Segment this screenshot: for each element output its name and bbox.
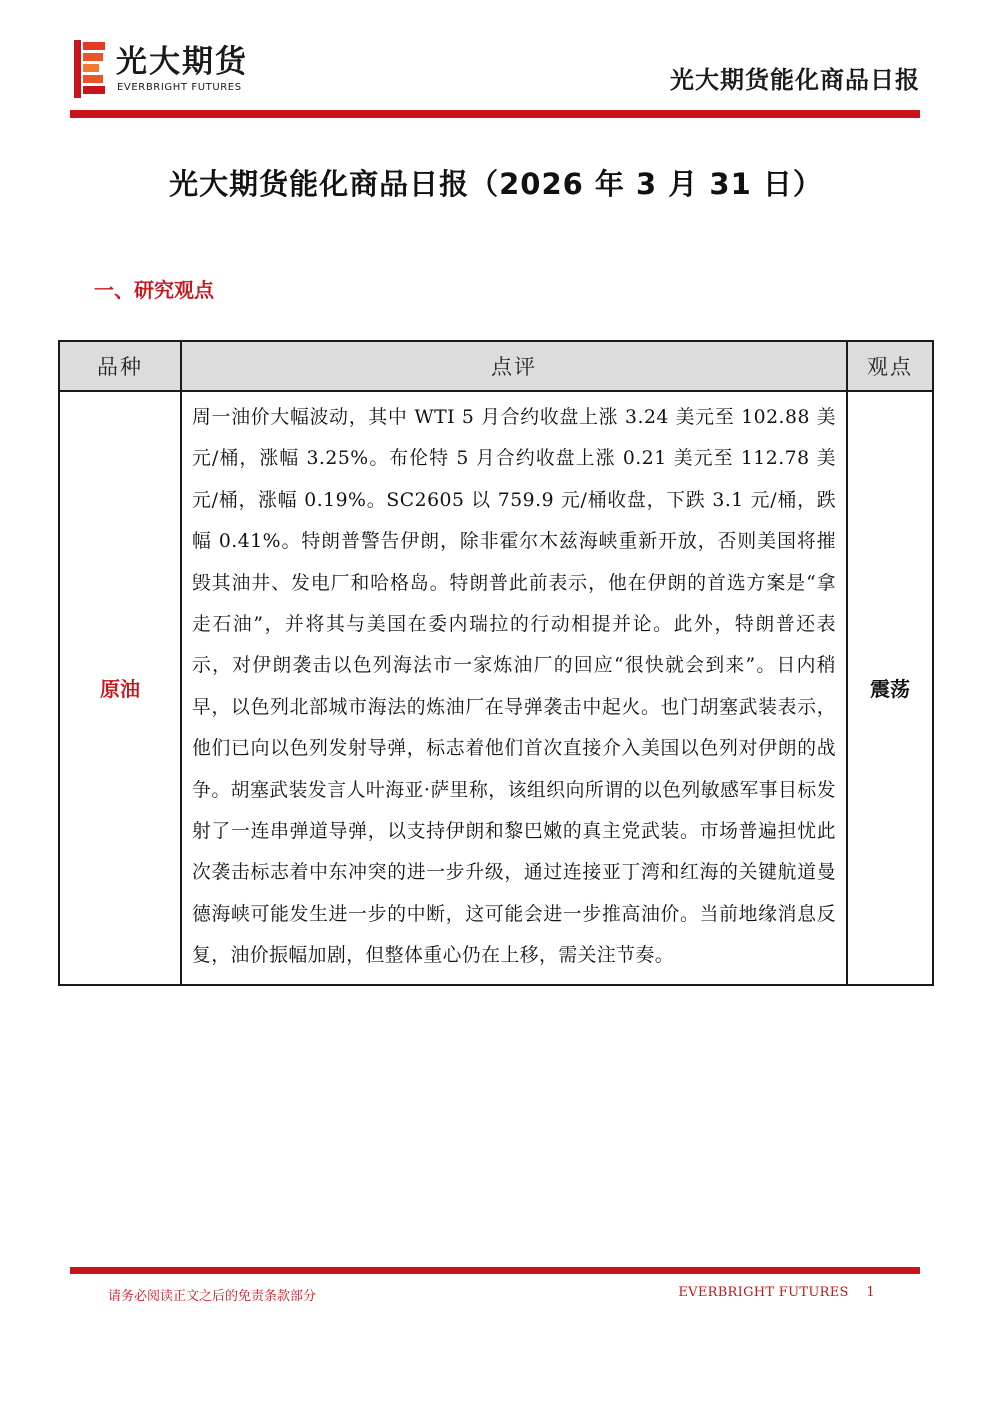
report-name: 光大期货能化商品日报: [670, 66, 920, 94]
logo-mark-icon: [74, 40, 106, 98]
variety-cell: 原油: [59, 391, 181, 985]
header-rule: [70, 110, 920, 118]
logo-english-name: EVERBRIGHT FUTURES: [117, 82, 242, 93]
comment-cell: 周一油价大幅波动，其中 WTI 5 月合约收盘上涨 3.24 美元至 102.88 美元/桶，涨幅 3.25%。布伦特 5 月合约收盘上涨 0.21 美元至 112.78 美元/桶，涨幅 0.19%。SC2605 以 759.9 元/桶收盘，下跌 3.1 元/桶，跌幅 0.41%。特朗普警告伊朗，除非霍尔木兹海峡重新开放，否则美国将摧毁其油井、发电厂和哈格岛。特朗普此前表示，他在伊朗的首选方案是“拿走石油”，并将其与美国在委内瑞拉的行动相提并论。此外，特朗普还表示，对伊朗袭击以色列海法市一家炼油厂的回应“很快就会到来”。日内稍早，以色列北部城市海法的炼油厂在导弹袭击中起火。也门胡塞武装表示，他们已向以色列发射导弹，标志着他们首次直接介入美国以色列对伊朗的战争。胡塞武装发言人叶海亚·萨里称，该组织向所谓的以色列敏感军事目标发射了一连串弹道导弹，以支持伊朗和黎巴嫩的真主党武装。市场普遍担忧此次袭击标志着中东冲突的进一步升级，通过连接亚丁湾和红海的关键航道曼德海峡可能发生进一步的中断，这可能会进一步推高油价。当前地缘消息反复，油价振幅加剧，但整体重心仍在上移，需关注节奏。: [181, 391, 847, 985]
header-view: 观点: [847, 341, 933, 391]
table-row: [59, 391, 933, 985]
table-header-row: [59, 341, 933, 391]
footer-brand: EVERBRIGHT FUTURES: [678, 1285, 849, 1300]
footer-disclaimer: 请务必阅读正文之后的免责条款部分: [108, 1289, 317, 1304]
logo-chinese-name: 光大期货: [116, 44, 248, 80]
company-logo: [74, 40, 284, 100]
page-number: 1: [866, 1285, 875, 1300]
section-heading: 一、研究观点: [94, 278, 214, 302]
header-comment: 点评: [181, 341, 847, 391]
document-title: 光大期货能化商品日报（2026 年 3 月 31 日）: [169, 167, 823, 201]
research-table: [58, 340, 934, 986]
header-variety: 品种: [59, 341, 181, 391]
footer-brand-page: [678, 1285, 875, 1300]
view-cell: 震荡: [847, 391, 933, 985]
footer-rule: [70, 1267, 920, 1274]
